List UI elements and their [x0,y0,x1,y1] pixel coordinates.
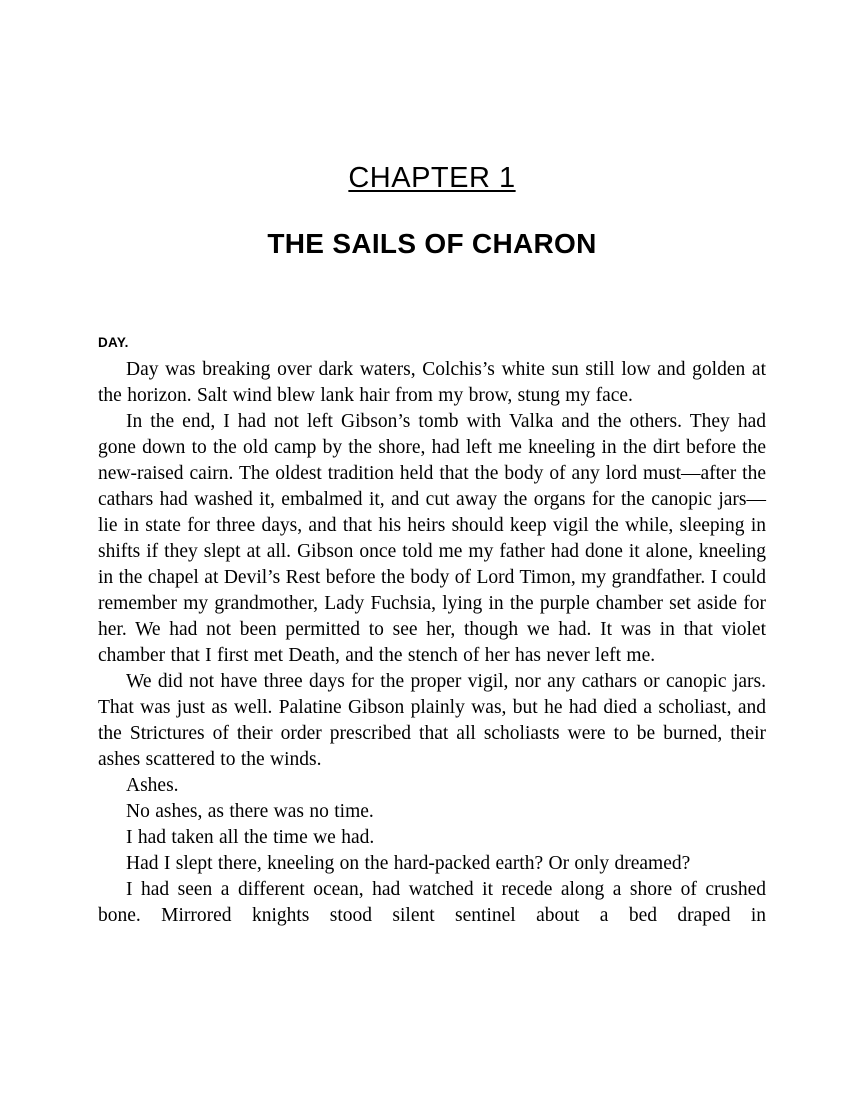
body-paragraph: Had I slept there, kneeling on the hard-packed earth? Or only dreamed? [126,852,691,874]
section-label: DAY. [98,334,129,350]
body-paragraph: Day was breaking over dark waters, Colchis’s white sun still low and golden at the horizon. Salt wind blew lank hair from my brow, stung my face. [98,358,766,406]
body-text [98,357,766,929]
chapter-title: THE SAILS OF CHARON [267,228,597,260]
body-paragraph: Ashes. [126,774,179,796]
body-paragraph: We did not have three days for the proper vigil, nor any cathars or canopic jars. That was just as well. Palatine Gibson plainly was, but he had died a scholiast, and the Strictures of their order prescribed that all scholiasts were to be burned, their ashes scattered to the winds. [98,670,766,770]
body-paragraph: No ashes, as there was no time. [126,800,374,822]
body-paragraph: I had seen a different ocean, had watched it recede along a shore of crushed bone. Mirrored knights stood silent sentinel about a bed draped in [98,878,766,926]
body-paragraph: I had taken all the time we had. [126,826,375,848]
body-paragraph: In the end, I had not left Gibson’s tomb with Valka and the others. They had gone down to the old camp by the shore, had left me kneeling in the dirt before the new-raised cairn. The oldest tradition held that the body of any lord must—after the cathars had washed it, embalmed it, and cut away the organs for the canopic jars—lie in state for three days, and that his heirs should keep vigil the while, sleeping in shifts if they slept at all. Gibson once told me my father had done it alone, kneeling in the chapel at Devil’s Rest before the body of Lord Timon, my grandfather. I could remember my grandmother, Lady Fuchsia, lying in the purple chamber set aside for her. We had not been permitted to see her, though we had. It was in that violet chamber that I first met Death, and the stench of her has never left me. [98,410,766,666]
chapter-heading: CHAPTER 1 [348,162,516,194]
